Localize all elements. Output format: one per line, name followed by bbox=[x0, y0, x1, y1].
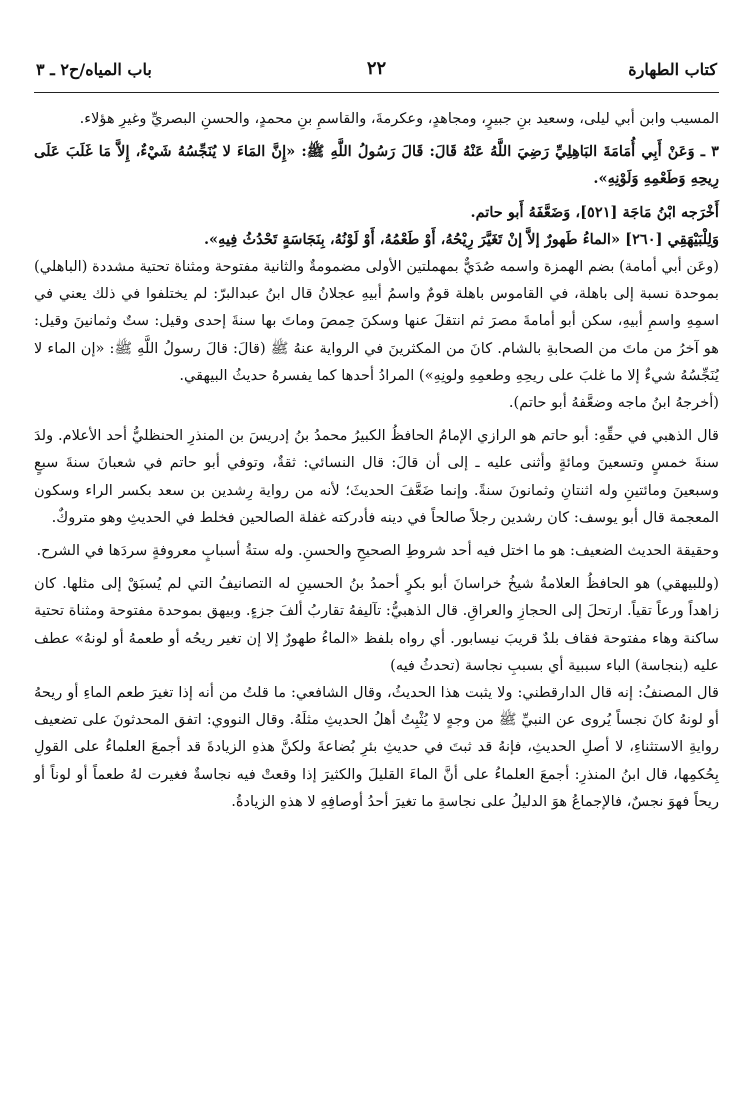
commentary-paragraph: وحقيقة الحديث الضعيف: هو ما اختل فيه أحد شروطِ الصحيحِ والحسنِ. وله ستةُ أسبابٍ معروفةٍ سردَها في الشرح. bbox=[36, 542, 719, 560]
commentary-paragraph: (وللبيهقي) هو الحافظُ العلامةُ شيخُ خراسانَ أبو بكرٍ أحمدُ بنُ الحسينِ له التصانيفُ التي لم يُسبَقْ إلى مثلها. كان زاهداً ورعاً تقياً. ارتحلَ إلى الحجازِ والعراقِ. قال الذهبيُّ: تآليفهُ تقاربُ ألفَ جزءٍ. وبيهق بموحدة مفتوحة ومثناة تحتية ساكنة وهاء مفتوحة فقاف بلدٌ قريبَ نيسابور. أي رواه بلفظ «الماءُ طهورٌ إلا إن تغير ريحُه أو طعمهُ أو لونهُ» عطف عليه (بنجاسة) الباء سببية أي بسببِ نجاسة (تحدثُ فيه) bbox=[34, 575, 719, 674]
commentary-paragraph: قال الذهبي في حقِّهِ: أبو حاتم هو الرازي الإمامُ الحافظُ الكبيرُ محمدُ بنُ إدريسَ بن المنذرِ الحنظليُّ أحد الأعلام. ولدَ سنةَ خمسٍ وتسعينَ ومائةٍ وأثنى عليه ـ إلى أن قالَ: قال النسائي: ثقةٌ، وتوفي أبو حاتم في شعبانَ سنةَ سبعٍ وسبعينَ ومائتينِ وله اثنتانِ وثمانونَ سنةً. وإنما ضَعَّفَ الحديثَ؛ لأنه من رواية رِشدين بن سعد بكسر الراء وسكون المعجمة قال أبو يوسف: كان رشدين رجلاً صالحاً في دينه فأدركته غفلة الصالحين فخلط في الحديثِ وهو متروكٌ. bbox=[34, 427, 719, 526]
page-header bbox=[34, 50, 719, 93]
commentary-paragraph: (وعَن أبي أمامة) بضم الهمزة واسمه صُدَيٌّ بمهملتين الأولى مضمومةٌ والثانية مفتوحة ومثناة تحتية مشددة (الباهلي) بموحدة نسبة إلى باهلة، في القاموس باهلة قومٌ واسمُ أبيهِ عجلانُ قال ابنُ عبدالبرّ: لم يختلفوا في ذلك يعني في اسمِهِ واسمِ أبيهِ، سكن أبو أمامةَ مصرَ ثم انتقلَ عنها وسكنَ حِمصَ وماتَ بها سنةَ إحدى وقيل: ستٌ وثمانينَ وقيل: هو آخرُ من ماتَ من الصحابةِ بالشام. كانَ من المكثرينَ في الرواية عنهُ ﷺ (قالَ: قالَ رسولُ اللَّهِ ﷺ: «إن الماء لا يُنَجِّسُهُ شيءٌ إلا ما غلبَ على ريحِهِ وطعمِهِ ولونِهِ») المرادُ أحدها كما يفسرهُ حديثُ البيهقي. bbox=[34, 258, 719, 384]
hadith-text: ٣ ـ وَعَنْ أَبِي أُمَامَةَ البَاهِلِيِّ رَضِيَ اللَّهُ عَنْهُ قَالَ: قَالَ رَسُولُ اللَّهِ ﷺ: «إِنَّ المَاءَ لا يُنَجِّسُهُ شَيْءٌ، إِلاَّ مَا غَلَبَ عَلَى رِيحِهِ وَطَعْمِهِ وَلَوْنِهِ». bbox=[34, 143, 719, 188]
commentary-paragraph: قال المصنفُ: إنه قال الدارقطني: ولا يثبت هذا الحديثُ، وقال الشافعي: ما قلتُ من أنه إذا تغيرَ طعم الماءِ أو ريحهُ أو لونهُ كانَ نجساً يُروى عن النبيِّ ﷺ من وجهٍ لا يُثْبِتُ أهلُ الحديثِ مثلَهُ. وقال النووي: اتفق المحدثونَ على تضعيف روايةِ الاستثناءِ، لا أصلِ الحديثِ، فإنهُ قد ثبتَ في حديثِ بئرِ بُضاعةَ ولكنَّ هذهِ الزيادةَ قد أجمعَ العلماءُ على القولِ بِحُكمِها، قال ابنُ المنذرِ: أجمعَ العلماءُ على أنَّ الماءَ القليلَ والكثيرَ إذا وقعتْ فيه نجاسةٌ فغيرت لهُ طعماً أو لوناً أو ريحاً فهوَ نجسٌ، فالإجماعُ هوَ الدليلُ على نجاسةِ ما تغيرَ أحدُ أوصافِهِ لا هذهِ الزيادةُ. bbox=[34, 684, 719, 810]
paragraph: المسيب وابن أبي ليلى، وسعيد بنِ جبيرٍ، ومجاهدٍ، وعكرمةَ، والقاسمِ بنِ محمدٍ، والحسنِ البصريِّ وغيرِ هؤلاء. bbox=[79, 110, 719, 127]
page-number: ٢٢ bbox=[366, 58, 387, 79]
hadith-variant: وَلِلْبَيْهَقِي [٢٦٠] «الماءُ طَهورٌ إلاَّ إنْ تَغَيَّرَ رِيْحُهُ، أَوْ طَعْمُهُ، أَوْ لَوْنُهُ، بِنَجَاسَةٍ تَحْدُثُ فِيهِ». bbox=[203, 230, 719, 248]
commentary-paragraph: (أخرجهُ ابنُ ماجه وضعَّفهُ أبو حاتم). bbox=[508, 394, 719, 412]
book-title: كتاب الطهارة bbox=[628, 60, 717, 79]
page-body bbox=[34, 105, 719, 815]
hadith-source: أَخْرَجه ابْنُ مَاجَة [٥٢١]، وَضَعَّفَهُ أَبو حاتم. bbox=[470, 203, 719, 221]
chapter-reference: باب المياه/ح٢ ـ ٣ bbox=[36, 60, 152, 79]
